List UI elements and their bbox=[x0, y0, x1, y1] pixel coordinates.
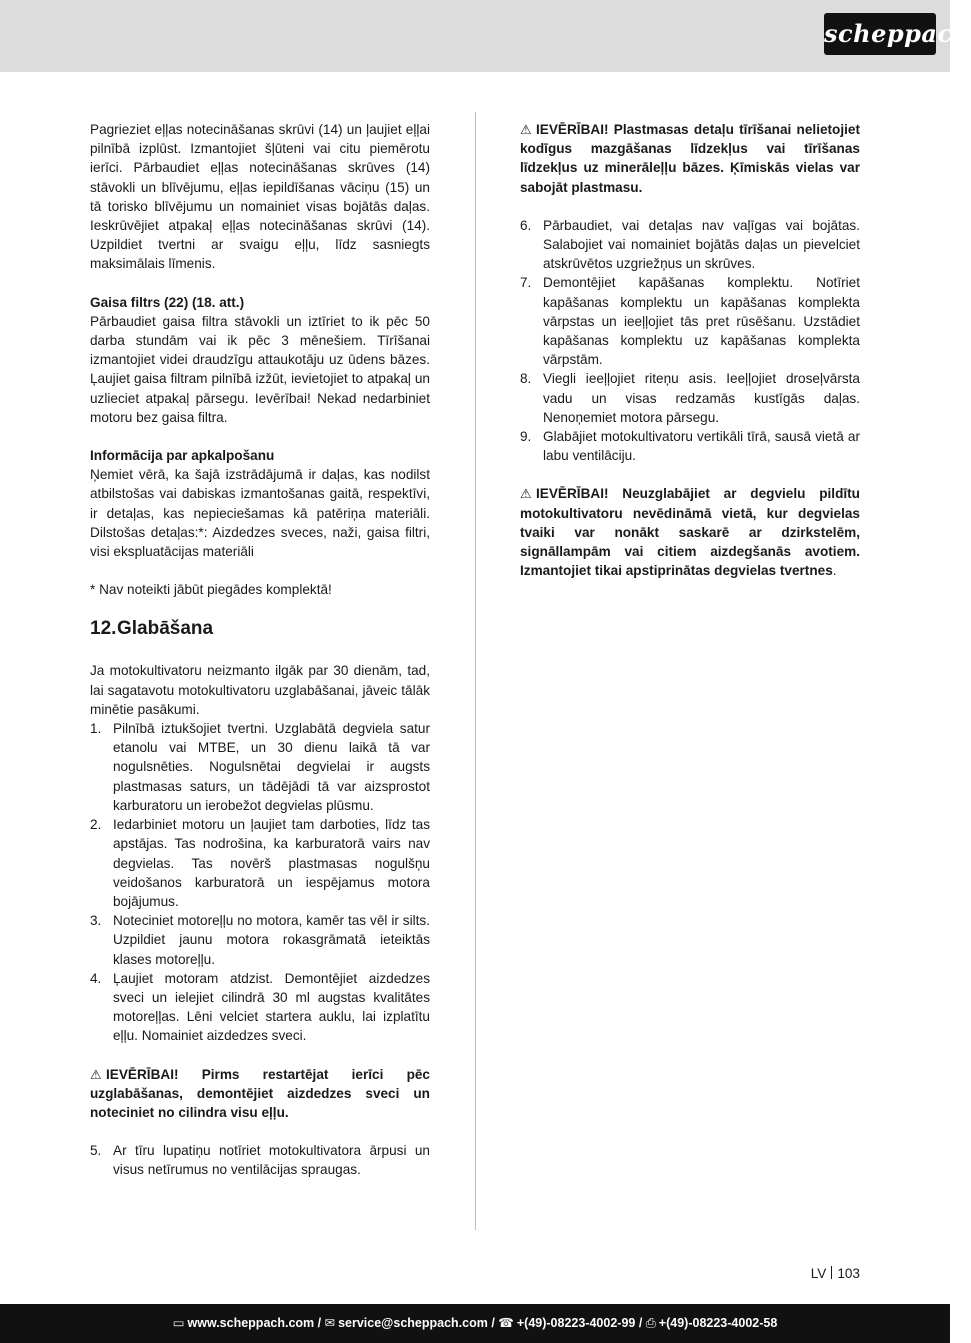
list-item bbox=[520, 216, 860, 274]
step-number: 8. bbox=[520, 371, 532, 387]
restart-warning bbox=[90, 1065, 430, 1123]
service-info-paragraph: Ņemiet vērā, ka šajā izstrādājumā ir daļas, kas nodilst atbilstošas vai dabiskas izmantošanas gaitā, respektīvi, ir detaļas, kas nepieciešamas kā patēriņa materiāli. Dilstošas detaļas:*: Aizdedzes sveces, naži, gaisa filtri, visi ekspluatācijas materiāli bbox=[90, 467, 430, 560]
fuel-storage-warning bbox=[520, 484, 860, 580]
list-item bbox=[90, 1141, 430, 1179]
list-item bbox=[90, 969, 430, 1046]
storage-steps-list-continued bbox=[90, 1141, 430, 1179]
warning-text: IEVĒRĪBAI! Plastmasas detaļu tīrīšanai nelietojiet kodīgus mazgāšanas līdzekļus vai tīrīšanas līdzekļus uz minerāleļļu bāzes. Ķīmiskās vielas var sabojāt plastmasu. bbox=[520, 122, 860, 195]
list-item bbox=[520, 427, 860, 465]
list-item bbox=[520, 273, 860, 369]
language-code: LV bbox=[810, 1266, 827, 1281]
header-bar bbox=[0, 0, 971, 72]
page-number-value: 103 bbox=[837, 1266, 860, 1281]
section-heading bbox=[90, 616, 430, 642]
air-filter-paragraph: Pārbaudiet gaisa filtra stāvokli un iztīriet to ik pēc 50 darba stundām vai ik pēc 3 mēnešiem. Tīrīšanai izmantojiet videi draudzīgu attaukotāju uz ūdens bāzes. Ļaujiet gaisa filtram pilnībā izžūt, ievietojiet to atpakaļ un uzlieciet atpakaļ pārsegu. Ievērībai! Nekad nedarbiniet motoru bez gaisa filtra. bbox=[90, 313, 430, 425]
step-number: 5. bbox=[90, 1143, 102, 1159]
service-info-heading: Informācija par apkalpošanu bbox=[90, 448, 275, 464]
step-text: Ļaujiet motoram atdzist. Demontējiet aizdedzes sveci un ielejiet cilindrā 30 ml augstas kvalitātes motoreļļas. Lēni velciet startera auklu, lai izplatītu eļļu. Nomainiet aizdedzes sveci. bbox=[113, 970, 430, 1044]
step-number: 7. bbox=[520, 275, 532, 291]
plastic-cleaning-warning bbox=[520, 120, 860, 197]
storage-steps-list-right bbox=[520, 216, 860, 466]
footnote: * Nav noteikti jābūt piegādes komplektā! bbox=[90, 582, 332, 598]
storage-steps-list bbox=[90, 719, 430, 1045]
email-icon: ✉ bbox=[324, 1316, 336, 1330]
step-number: 6. bbox=[520, 217, 532, 233]
step-number: 2. bbox=[90, 817, 102, 833]
step-text: Demontējiet kapāšanas komplektu. Notīriet kapāšanas komplektu un kapāšanas komplekta vārpstas un ieeļļojiet tās pret rūsēšanu. Uzstādiet kapāšanas komplektu uz kapāšanas komplekta vārpstām. bbox=[543, 275, 860, 368]
step-text: Ar tīru lupatiņu notīriet motokultivatora ārpusi un visus netīrumus no ventilācijas spraugas. bbox=[113, 1143, 430, 1178]
footer-fax: +(49)-08223-4002-58 bbox=[658, 1316, 778, 1330]
step-text: Viegli ieeļļojiet riteņu asis. Ieeļļojiet droseļvārsta vadu un visas redzamās kustīgās daļas. Nenoņemiet motora pārsegu. bbox=[543, 371, 860, 425]
list-item bbox=[90, 815, 430, 911]
right-column bbox=[520, 120, 860, 580]
step-text: Pārbaudiet, vai detaļas nav vaļīgas vai bojātas. Salabojiet vai nomainiet bojātās daļas un pievelciet atskrūvētos uzgriežņus un skrūves. bbox=[543, 217, 860, 272]
page-number bbox=[811, 1265, 860, 1283]
section-title: Glabāšana bbox=[117, 618, 214, 640]
warning-triangle-icon: ⚠ bbox=[90, 1066, 102, 1082]
left-column bbox=[90, 120, 430, 1180]
list-item bbox=[90, 911, 430, 969]
step-text: Pilnībā iztukšojiet tvertni. Uzglabātā degviela satur etanolu vai MTBE, un 30 dienu laikā tā var nogulsnēties. Nogulsnētai degvielai ir augsts plastmasas saturs, un tādējādi tā var aizsprostot karburatoru un ierobežot degvielas plūsmu. bbox=[113, 721, 430, 813]
step-text: Glabājiet motokultivatoru vertikāli tīrā, sausā vietā ar labu ventilāciju. bbox=[543, 429, 860, 464]
page-number-separator bbox=[831, 1266, 832, 1279]
warning-period: . bbox=[832, 563, 837, 579]
list-item bbox=[520, 369, 860, 427]
footer-website[interactable]: www.scheppach.com / bbox=[187, 1316, 322, 1330]
warning-triangle-icon: ⚠ bbox=[520, 122, 532, 137]
section-number: 12. bbox=[90, 618, 117, 640]
step-text: Iedarbiniet motoru un ļaujiet tam darboties, līdz tas apstājas. Tas nodrošina, ka karburatorā vairs nav degvielas. Tas novērš plastmasas nogulšņu veidošanos karburatorā un iespējamus motora bojājumus. bbox=[113, 817, 430, 909]
fax-icon: ⎙ bbox=[645, 1316, 656, 1330]
footer-email[interactable]: service@scheppach.com / bbox=[338, 1316, 495, 1330]
brand-logo: scheppach bbox=[824, 13, 936, 55]
list-item bbox=[90, 719, 430, 815]
air-filter-heading: Gaisa filtrs (22) (18. att.) bbox=[90, 294, 245, 310]
footer-bar bbox=[0, 1304, 950, 1343]
step-number: 4. bbox=[90, 970, 102, 986]
footer-phone: +(49)-08223-4002-99 / bbox=[516, 1316, 643, 1330]
warning-text: IEVĒRĪBAI! Pirms restartējat ierīci pēc uzglabāšanas, demontējiet aizdedzes sveci un noteciniet no cilindra visu eļļu. bbox=[90, 1066, 430, 1120]
column-divider bbox=[475, 112, 476, 1230]
step-number: 3. bbox=[90, 913, 102, 929]
step-text: Noteciniet motoreļļu no motora, kamēr tas vēl ir silts. Uzpildiet jaunu motora rokasgrāmatā ieteiktās klases motoreļļu. bbox=[113, 913, 430, 967]
phone-icon: ☎ bbox=[498, 1316, 514, 1330]
oil-drain-paragraph: Pagrieziet eļļas notecināšanas skrūvi (14) un ļaujiet eļļai pilnībā izplūst. Izmantojiet šļūteni vai citu piemērotu ierīci. Pārbaudiet eļļas notecināšanas skrūves (14) stāvokli un blīvējumu, eļļas iepildīšanas vāciņu (15) un tā torisko blīvējumu un nomainiet visas bojātās daļas. Ieskrūvējiet atpakaļ eļļas notecināšanas skrūvi (14). Uzpildiet tvertni ar svaigu eļļu, līdz sasniegts maksimālais līmenis. bbox=[90, 122, 430, 272]
storage-intro: Ja motokultivatoru neizmanto ilgāk par 30 dienām, tad, lai sagatavotu motokultivatoru uzglabāšanai, jāveic tālāk minētie pasākumi. bbox=[90, 663, 430, 717]
computer-icon: ▭ bbox=[172, 1316, 185, 1330]
step-number: 1. bbox=[90, 721, 102, 737]
step-number: 9. bbox=[520, 429, 532, 445]
warning-triangle-icon: ⚠ bbox=[520, 486, 532, 502]
warning-text: IEVĒRĪBAI! Neuzglabājiet ar degvielu pildītu motokultivatoru nevēdināmā vietā, kur degvielas tvaiki var nonākt saskarē ar dzirkstelēm, signāllampām vai citiem aizdegšanās avotiem. Izmantojiet tikai apstiprinātas degvielas tvertnes bbox=[520, 486, 860, 579]
